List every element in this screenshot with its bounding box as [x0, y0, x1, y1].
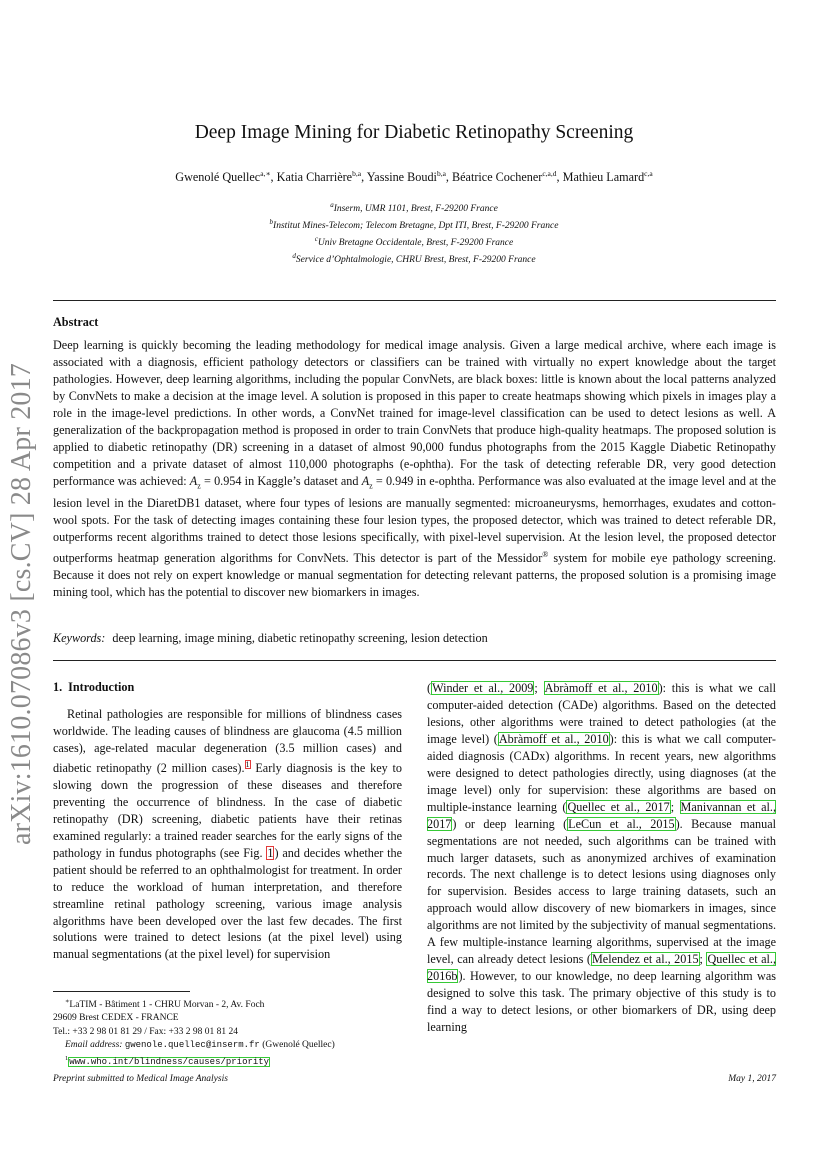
abstract-top-rule	[53, 300, 776, 301]
affiliation: $^b$Institut Mines-Telecom; Telecom Bretagne, Dpt ITI, Brest, F-29200 France	[269, 218, 559, 232]
footnote-link[interactable]: 1	[245, 759, 250, 769]
footnote-1: $^1$www.who.int/blindness/causes/priority	[65, 1054, 270, 1068]
author-affil-mark: c,a,d	[542, 169, 557, 178]
email-address[interactable]: gwenole.quellec@inserm.fr	[124, 1039, 260, 1050]
abstract-heading: Abstract	[53, 315, 99, 329]
footnote-url-link[interactable]: www.who.int/blindness/causes/priority	[69, 1057, 270, 1068]
citation-link[interactable]: Quellec et al., 2016b	[427, 952, 776, 984]
author-list: Gwenolé Quellec$^{a,∗}$, Katia Charrière$^{b,a}$, Yassine Boudi$^{b,a}$, Béatrice Cochener$^{c,a,d}$, Mathieu Lamard$^{c,a}$	[175, 169, 653, 185]
footnote-address-city: 29609 Brest CEDEX - FRANCE	[53, 1013, 179, 1024]
paper-title: Deep Image Mining for Diabetic Retinopathy Screening	[194, 122, 634, 143]
citation-link[interactable]: Quellec et al., 2017	[567, 799, 670, 814]
citation-link[interactable]: LeCun et al., 2015	[568, 816, 675, 831]
section-title: Introduction	[68, 680, 135, 694]
footnotes	[53, 995, 402, 1069]
author-affil-mark: b,a	[436, 169, 446, 178]
author-name: Mathieu Lamard	[562, 170, 645, 185]
affiliation-list	[0, 199, 828, 268]
keywords-text: deep learning, image mining, diabetic retinopathy screening, lesion detection	[112, 631, 488, 645]
affiliation: $^c$Univ Bretagne Occidentale, Brest, F-29200 France	[314, 235, 514, 249]
author-affil-mark: a,∗	[260, 169, 271, 178]
author-affil-mark: c,a	[644, 169, 653, 178]
footnote-phone: Tel.: +33 2 98 01 81 29 / Fax: +33 2 98 01 81 24	[53, 1026, 239, 1037]
footnote-rule	[53, 991, 190, 992]
preprint-date: May 1, 2017	[728, 1074, 776, 1084]
citation-link[interactable]: Abràmoff et al., 2010	[498, 731, 609, 746]
keywords	[53, 631, 776, 646]
author-name: Yassine Boudi	[366, 170, 437, 185]
citation-link[interactable]: Manivannan et al., 2017	[427, 799, 777, 831]
footnote-email: Email address: gwenole.quellec@inserm.fr (Gwenolé Quellec)	[65, 1039, 335, 1050]
preprint-note: Preprint submitted to Medical Image Analysis	[53, 1074, 228, 1084]
left-column	[53, 706, 402, 963]
figure-reference-link[interactable]: 1	[267, 845, 274, 860]
right-column	[427, 680, 776, 1036]
section-number: 1.	[53, 680, 63, 694]
section-heading-introduction	[53, 680, 134, 695]
intro-paragraph-continued: (Winder et al., 2009; Abràmoff et al., 2010): this is what we call computer-aided detection (CADe) algorithms. Based on the detected lesions, other algorithms were trained to detect pathologies (at the image level) (Abràmoff et al., 2010): this is what we call computer-aided diagnosis (CADx) algorithms. In recent years, new algorithms were designed to detect pathologies directly, using diagnoses (at the image level) only for supervision: these algorithms are based on multiple-instance learning (Quellec et al., 2017; Manivannan et al., 2017) or deep learning (LeCun et al., 2015). Because manual segmentations are not needed, such algorithms can be trained with much larger datasets, such as anonymized archives of examination records. The next challenge is to detect lesions using diagnoses only for supervision. Besides access to large training datasets, such an approach would allow discovery of new biomarkers in images, since algorithms are not limited by the subjectivity of manual segmentations. A few multiple-instance learning algorithms, supervised at the image level, can already detect lesions (Melendez et al., 2015; Quellec et al., 2016b). However, to our knowledge, no deep learning algorithm was designed to solve this task. The primary objective of this study is to find a way to detect lesions, or other biomarkers of DR, using deep learning	[427, 681, 777, 1035]
citation-link[interactable]: Winder et al., 2009	[432, 681, 534, 695]
author-name: Béatrice Cochener	[452, 170, 543, 185]
author-name: Gwenolé Quellec	[175, 170, 261, 185]
intro-paragraph: Retinal pathologies are responsible for millions of blindness cases worldwide. The leading causes of blindness are glaucoma (4.5 million cases), age-related macular degeneration (3.5 million cases) and diabetic retinopathy (2 million cases).$^1$ Early diagnosis is the key to slowing down the progression of these diseases and therefore preventing the occurrence of blindness. In the case of diabetic retinopathy (DR) screening, diabetic patients have their retinas examined regularly: a trained reader searches for the early signs of the pathology in fundus photographs (see Fig. 1) and decides whether the patient should be referred to an ophthalmologist for treatment. In order to reduce the workload of human interpretation, and therefore streamline retinal pathology screening, various image analysis algorithms have been developed over the last few decades. The first solutions were trained to detect lesions (at the pixel level) using manual segmentations (at the pixel level) for supervision	[53, 707, 402, 962]
affiliation: $^a$Inserm, UMR 1101, Brest, F-29200 France	[330, 201, 498, 215]
abstract-bottom-rule	[53, 660, 776, 661]
author-affil-mark: b,a	[352, 169, 362, 178]
footnote-address: ∗LaTIM - Bâtiment 1 - CHRU Morvan - 2, Av. Foch	[65, 998, 265, 1011]
abstract-body: Deep learning is quickly becoming the leading methodology for medical image analysis. Given a large medical archive, where each image is associated with a diagnosis, efficient pathology detectors or classifiers can be trained with virtually no expert knowledge about the target pathologies. However, deep learning algorithms, including the popular ConvNets, are black boxes: little is known about the local patterns analyzed by ConvNets to make a decision at the image level. A solution is proposed in this paper to create heatmaps showing which pixels in images play a role in the image-level predictions. In other words, a ConvNet trained for image-level classification can be used to detect lesions as well. A generalization of the backpropagation method is proposed in order to train ConvNets that produce high-quality heatmaps. The proposed solution is applied to diabetic retinopathy (DR) screening in a dataset of almost 90,000 fundus photographs from the 2015 Kaggle Diabetic Retinopathy competition and a private dataset of almost 110,000 photographs (e-ophtha). For the task of detecting referable DR, very good detection performance was achieved: $A_z = 0.954$ in Kaggle’s dataset and $A_z = 0.949$ in e-ophtha. Performance was also evaluated at the image level and at the lesion level in the DiaretDB1 dataset, where four types of lesions are manually segmented: microaneurysms, hemorrhages, exudates and cotton-wool spots. For the task of detecting images containing these four lesion types, the proposed detector, which was trained to detect referable DR, outperforms recent algorithms trained to detect those lesions specifically, with pixel-level supervision. At the lesion level, the proposed detector outperforms heatmap generation algorithms for ConvNets. This detector is part of the Messidor® system for mobile eye pathology screening. Because it does not rely on expert knowledge or manual segmentation for detecting relevant patterns, the proposed solution is a promising image mining tool, which has the potential to discover new biomarkers in images.	[53, 338, 776, 600]
author-name: Katia Charrière	[276, 170, 353, 185]
arxiv-identifier-text: arXiv:1610.07086v3 [cs.CV] 28 Apr 2017	[6, 362, 38, 846]
citation-link[interactable]: Melendez et al., 2015	[591, 952, 699, 967]
keywords-label: Keywords:	[53, 631, 106, 645]
affiliation: $^d$Service d’Ophtalmologie, CHRU Brest, Brest, F-29200 France	[292, 252, 536, 266]
citation-link[interactable]: Abràmoff et al., 2010	[544, 681, 658, 695]
arxiv-identifier	[4, 358, 40, 850]
